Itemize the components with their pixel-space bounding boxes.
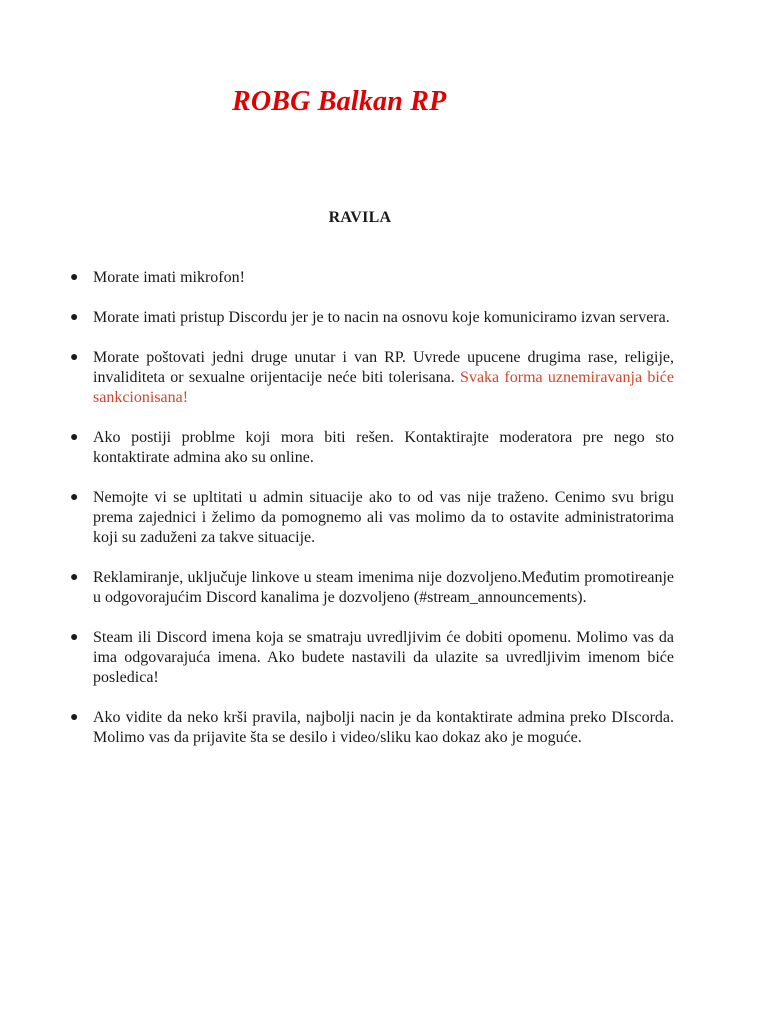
rule-item bbox=[70, 268, 674, 288]
rule-text: Morate imati pristup Discordu jer je to nacin na osnovu koje komuniciramo izvan servera. bbox=[93, 309, 670, 326]
rule-text: Morate poštovati jedni druge unutar i van RP. Uvrede upucene drugima rase, religije, invaliditeta or sexualne orijentacije neće biti tolerisana. bbox=[93, 349, 674, 386]
rule-text: Steam ili Discord imena koja se smatraju uvredljivim će dobiti opomenu. Molimo vas da ima odgovarajuća imena. Ako budete nastavili da ulazite sa uvredljivim imenom biće posledica! bbox=[93, 629, 674, 686]
bullet-icon: ● bbox=[70, 570, 79, 585]
rules-list bbox=[70, 268, 674, 768]
rule-item bbox=[70, 708, 674, 748]
rule-item bbox=[70, 308, 674, 328]
rule-text: Ako vidite da neko krši pravila, najbolji nacin je da kontaktirate admina preko DIscorda. Molimo vas da prijavite šta se desilo i video/sliku kao dokaz ako je moguće. bbox=[93, 709, 674, 746]
rule-item bbox=[70, 568, 674, 608]
rule-text: Ako postiji problme koji mora biti rešen. Kontaktirajte moderatora pre nego sto kontaktirate admina ako su online. bbox=[93, 429, 674, 466]
bullet-icon: ● bbox=[70, 630, 79, 645]
bullet-icon: ● bbox=[70, 310, 79, 325]
bullet-icon: ● bbox=[70, 270, 79, 285]
bullet-icon: ● bbox=[70, 430, 79, 445]
rule-text: Morate imati mikrofon! bbox=[93, 269, 245, 286]
rule-text: Reklamiranje, uključuje linkove u steam imenima nije dozvoljeno.Međutim promotireanje u odgovorajućim Discord kanalima je dozvoljeno (#stream_announcements). bbox=[93, 569, 674, 606]
rule-text: Nemojte vi se upltitati u admin situacije ako to od vas nije traženo. Cenimo svu brigu prema zajednici i želimo da pomognemo ali vas molimo da to ostavite administratorima koji su zaduženi za takve situacije. bbox=[93, 489, 674, 546]
rule-item bbox=[70, 488, 674, 548]
section-heading: RAVILA bbox=[328, 209, 392, 226]
rule-item bbox=[70, 628, 674, 688]
rule-item bbox=[70, 428, 674, 468]
bullet-icon: ● bbox=[70, 350, 79, 365]
document-title: ROBG Balkan RP bbox=[232, 86, 447, 117]
rule-item bbox=[70, 348, 674, 408]
rule-highlight-text: Svaka forma uznemiravanja biće sankcionisana! bbox=[93, 369, 675, 406]
bullet-icon: ● bbox=[70, 710, 79, 725]
bullet-icon: ● bbox=[70, 490, 79, 505]
